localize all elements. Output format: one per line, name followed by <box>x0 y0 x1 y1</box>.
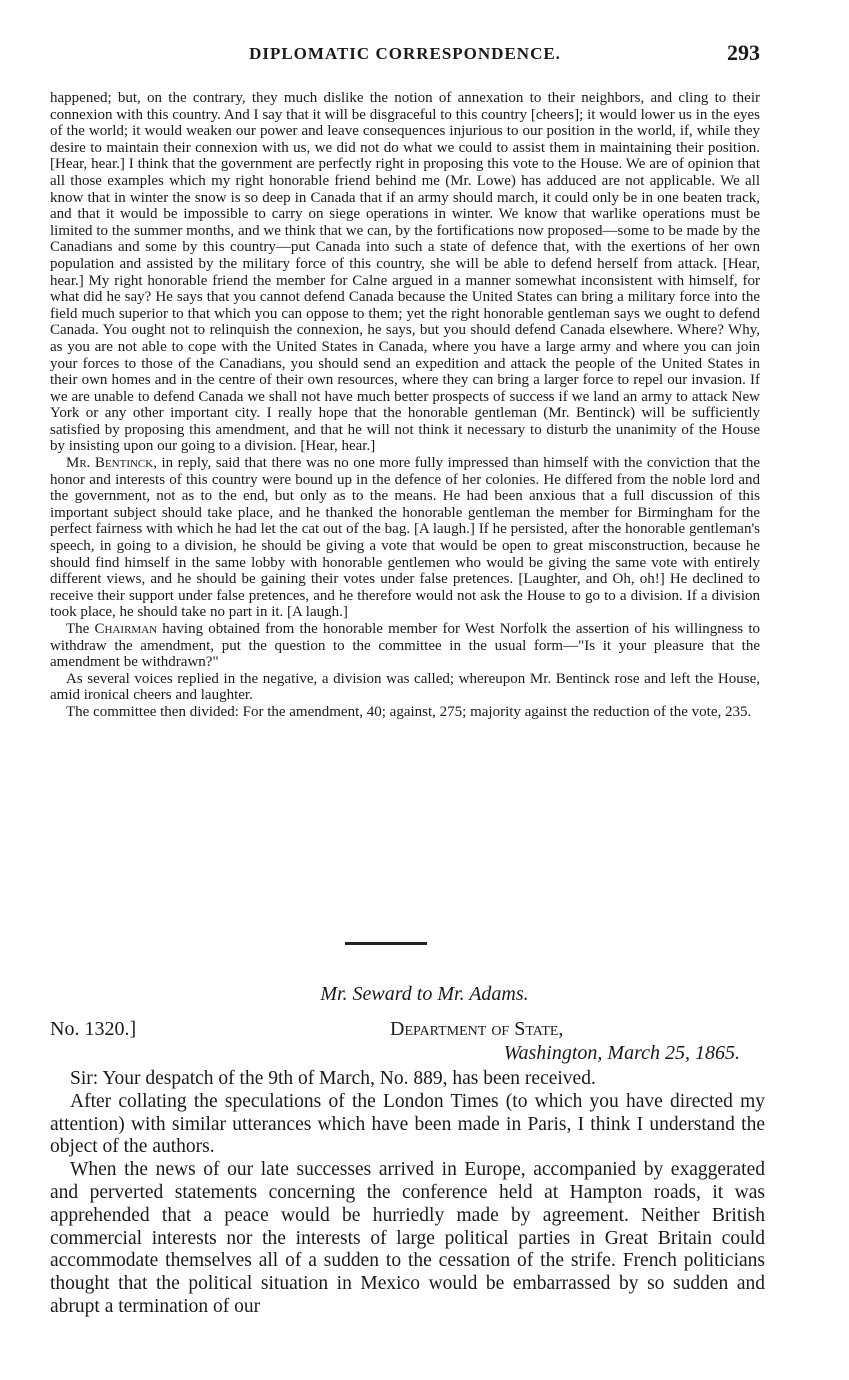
speech-text <box>50 90 760 721</box>
bentinck-reply-paragraph <box>50 455 760 621</box>
committee-paragraph: The committee then divided: For the amendment, 40; against, 275; majority against the reduction of the vote, 235. <box>66 703 752 720</box>
chairman-text: having obtained from the honorable member for West Norfolk the assertion of his willingness to withdraw the amendment, put the question to the committee in the usual form—"Is it your pleasure that the amendment be withdrawn?" <box>50 621 760 671</box>
letter-dateline <box>50 1018 760 1066</box>
letter-title: Mr. Seward to Mr. Adams. <box>320 983 529 1005</box>
department-heading: Department of State, <box>390 1018 564 1040</box>
page-number: 293 <box>727 40 760 65</box>
chairman-name: Chairman <box>94 621 158 637</box>
letter-paragraph: After collating the speculations of the London Times (to which you have directed my attention) with similar utterances which have been made in Paris, I think I understand the object of the authors. <box>50 1090 765 1158</box>
reply-text: , in reply, said that there was no one more fully impressed than himself with the conviction that the honor and interests of this country were bound up in the defence of her colonies. He differed from the noble lord and the government, not as to the end, but only as to the means. He had been anxious that a full discussion of this important subject should take place, and he thanked the honorable gentleman the member for Birmingham for the perfect fairness with which he had let the cat out of the bag. [A laugh.] If he persisted, after the honorable gentleman's speech, in going to a division, he should be giving a vote that would be open to great misconstruction, because he should find himself in the same lobby with honorable gentlemen who would be giving the same vote with entirely different views, and he should be gaining their votes under false pretences. [Laughter, and Oh, oh!] He declined to receive their support under false pretences, and he therefore would not ask the House to go to a division. If a division took place, he should take no part in it. [A laugh.] <box>50 455 760 621</box>
chairman-paragraph <box>50 621 760 671</box>
speech-paragraph: happened; but, on the contrary, they much dislike the notion of annexation to their neighbors, and cling to their connexion with this country. And I say that it will be disgraceful to this country [cheers]; it would lower us in the eyes of the world; it would weaken our power and leave consequences injurious to our position in the world, if, while they desire to maintain their connexion with us, we did not do what we could to assist them in maintaining their position. [Hear, hear.] I think that the government are perfectly right in proposing this vote to the House. We are of opinion that all those examples which my right honorable friend behind me (Mr. Lowe) has adduced are not applicable. We all know that in winter the snow is so deep in Canada that if an army should march, it could only be in one beaten track, and that it would be impossible to carry on siege operations in winter. We know that warlike operations must be limited to the summer months, and we think that we can, by the fortifications now proposed—some to be made by the Canadians and some by this country—put Canada into such a state of defence that, with the exertions of her own population and assisted by the military force of this country, she will be able to defend herself from attack. [Hear, hear.] My right honorable friend the member for Calne argued in a manner somewhat inconsistent with himself, for what did he say? He says that you cannot defend Canada because the United States can bring a military force into the field much superior to that which you can oppose to them; yet the right honorable gentleman says we ought to defend Canada. You ought not to relinquish the connexion, he says, but you should defend Canada elsewhere. Where? Why, as you are not able to cope with the United States in Canada, where you have a large army and where you can join your forces to those of the Canadians, you should send an expedition and attack the people of the United States in their own homes and in the centre of their own resources, where they can bring a larger force to repel our invasion. If we are unable to defend Canada we shall not have much better prospects of success if we land an army to attack New York or any other important city. I really hope that the honorable gentleman (Mr. Bentinck) will be sufficiently satisfied by proposing this amendment, and that he will not think it necessary to disturb the unanimity of the House by insisting upon our going to a division. [Hear, hear.] <box>50 90 760 455</box>
place-and-date: Washington, March 25, 1865. <box>503 1042 740 1064</box>
running-title: DIPLOMATIC CORRESPONDENCE. <box>249 44 561 63</box>
letter-body <box>50 1068 765 1319</box>
letter-paragraph: Sir: Your despatch of the 9th of March, No. 889, has been received. <box>70 1068 596 1089</box>
chairman-prefix: The <box>66 621 95 637</box>
despatch-number: No. 1320.] <box>50 1018 137 1040</box>
page-header <box>50 40 760 70</box>
speaker-name: Mr. Bentinck <box>66 455 154 472</box>
letter-paragraph: When the news of our late successes arrived in Europe, accompanied by exaggerated and perverted statements concerning the conference held at Hampton roads, it was apprehended that a peace would be hurriedly made by agreement. Neither British commercial interests nor the interests of large political parties in Great Britain could accommodate themselves all of a sudden to the cessation of the strife. French politicians thought that the political situation in Mexico would be embarrassed by so sudden and abrupt a termination of our <box>50 1159 765 1317</box>
section-divider <box>345 942 427 945</box>
division-paragraph: As several voices replied in the negative, a division was called; whereupon Mr. Bentinck rose and left the House, amid ironical cheers and laughter. <box>50 670 760 704</box>
